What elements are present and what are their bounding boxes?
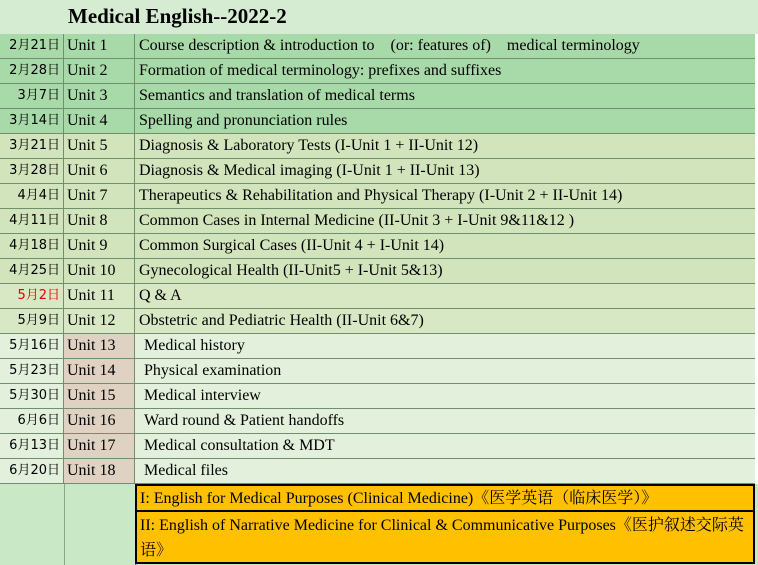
unit-cell[interactable]: Unit 10 [64,259,135,283]
topic-cell[interactable]: Course description & introduction to (or: features of) medical terminology [135,34,755,58]
topic-cell[interactable]: Therapeutics & Rehabilitation and Physical Therapy (I-Unit 2 + II-Unit 14) [135,184,755,208]
legend-note-2[interactable]: II: English of Narrative Medicine for Clinical & Communicative Purposes《医护叙述交际英语》 [135,510,755,564]
unit-cell[interactable]: Unit 5 [64,134,135,158]
date-cell[interactable]: 3月14日 [0,109,64,133]
topic-cell[interactable]: Common Cases in Internal Medicine (II-Unit 3 + I-Unit 9&11&12 ) [135,209,755,233]
date-cell[interactable]: 3月28日 [0,159,64,183]
topic-cell[interactable]: Formation of medical terminology: prefixes and suffixes [135,59,755,83]
date-cell[interactable]: 4月25日 [0,259,64,283]
unit-cell[interactable]: Unit 7 [64,184,135,208]
date-cell[interactable]: 4月11日 [0,209,64,233]
table-row [0,159,758,184]
topic-cell[interactable]: Physical examination [135,359,755,383]
date-cell[interactable]: 4月18日 [0,234,64,258]
unit-cell[interactable]: Unit 17 [64,434,135,458]
date-cell[interactable]: 6月20日 [0,459,64,483]
table-row [0,184,758,209]
table-row [0,459,758,484]
table-row [0,134,758,159]
table-row [0,434,758,459]
date-cell[interactable]: 5月23日 [0,359,64,383]
topic-cell[interactable]: Common Surgical Cases (II-Unit 4 + I-Unit 14) [135,234,755,258]
topic-cell[interactable]: Ward round & Patient handoffs [135,409,755,433]
table-row [0,309,758,334]
table-row [0,34,758,59]
date-cell[interactable]: 3月7日 [0,84,64,108]
table-row [0,59,758,84]
date-cell[interactable]: 5月16日 [0,334,64,358]
topic-cell[interactable]: Semantics and translation of medical terms [135,84,755,108]
date-cell[interactable]: 6月13日 [0,434,64,458]
unit-cell[interactable]: Unit 11 [64,284,135,308]
topic-cell[interactable]: Medical history [135,334,755,358]
table-row [0,234,758,259]
unit-cell[interactable]: Unit 2 [64,59,135,83]
table-row [0,384,758,409]
date-cell-holiday[interactable]: 5月2日 [0,284,64,308]
unit-cell[interactable]: Unit 1 [64,34,135,58]
table-row [0,109,758,134]
unit-cell[interactable]: Unit 6 [64,159,135,183]
table-row [0,334,758,359]
topic-cell[interactable]: Diagnosis & Laboratory Tests (I-Unit 1 + II-Unit 12) [135,134,755,158]
topic-cell[interactable]: Gynecological Health (II-Unit5 + I-Unit 5&13) [135,259,755,283]
unit-cell[interactable]: Unit 13 [64,334,135,358]
unit-cell[interactable]: Unit 16 [64,409,135,433]
topic-cell[interactable]: Diagnosis & Medical imaging (I-Unit 1 + II-Unit 13) [135,159,755,183]
unit-cell[interactable]: Unit 8 [64,209,135,233]
unit-cell[interactable]: Unit 18 [64,459,135,483]
date-cell[interactable]: 5月30日 [0,384,64,408]
topic-cell[interactable]: Medical interview [135,384,755,408]
date-cell[interactable]: 3月21日 [0,134,64,158]
date-cell[interactable]: 2月28日 [0,59,64,83]
topic-cell[interactable]: Spelling and pronunciation rules [135,109,755,133]
table-row [0,284,758,309]
legend-note-1[interactable]: I: English for Medical Purposes (Clinical Medicine)《医学英语（临床医学）》 [135,484,755,512]
unit-cell[interactable]: Unit 14 [64,359,135,383]
unit-cell[interactable]: Unit 12 [64,309,135,333]
empty-cells [0,484,136,565]
textbook-legend [135,484,755,564]
date-cell[interactable]: 6月6日 [0,409,64,433]
table-row [0,209,758,234]
topic-cell[interactable]: Medical consultation & MDT [135,434,755,458]
topic-cell[interactable]: Obstetric and Pediatric Health (II-Unit 6&7) [135,309,755,333]
unit-cell[interactable]: Unit 15 [64,384,135,408]
unit-cell[interactable]: Unit 9 [64,234,135,258]
table-row [0,409,758,434]
topic-cell[interactable]: Q & A [135,284,755,308]
title-row [0,0,758,35]
schedule-table [0,34,758,484]
topic-cell[interactable]: Medical files [135,459,755,483]
unit-cell[interactable]: Unit 4 [64,109,135,133]
table-row [0,84,758,109]
table-row [0,359,758,384]
date-cell[interactable]: 2月21日 [0,34,64,58]
table-row [0,259,758,284]
date-cell[interactable]: 4月4日 [0,184,64,208]
date-cell[interactable]: 5月9日 [0,309,64,333]
page-title[interactable]: Medical English--2022-2 [68,4,287,28]
unit-cell[interactable]: Unit 3 [64,84,135,108]
column-divider [64,484,65,565]
